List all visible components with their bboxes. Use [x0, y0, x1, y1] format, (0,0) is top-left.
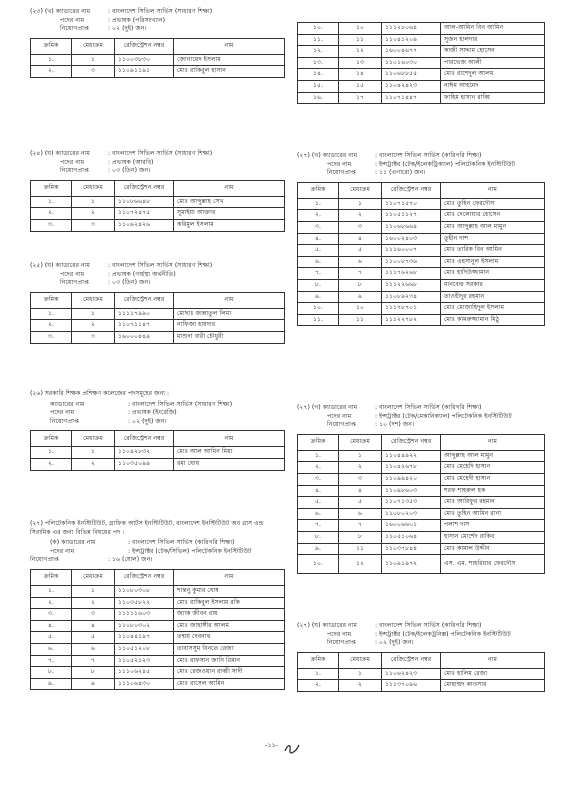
table-row: ৩. ৩ ১১১১১৬০৩ জ্যাক জীবন রায়: [31, 609, 285, 621]
table-row: ২. ২ ১১০৫১১২৭ মোঃ দেলোয়ার হোসেন: [298, 210, 545, 222]
table-row: ১. ১ ১১০৭১৫৭০ মোঃ তুহিন ফেরদৌস: [298, 198, 545, 210]
post-label: পদের নাম: [60, 16, 85, 24]
table-row: ৭. ৭ ১৬০০৬৬০১ পলাশ দাস: [298, 520, 545, 532]
table-row: ১৪. ১৪ ১১০৬৮৮৫৫ মোঃ রাশেদুল আলম: [298, 69, 545, 81]
section-27-kha: (২৭) (খ) ক্যাডারের নাম : বাংলাদেশ সিভিল সার্ভিস (কারিগরি শিক্ষা) পদের নাম : ইন্সট্রাক্টর (টেক/ইলেকট্রিক্যাল) পলিটেকনিক ইনস্টিটিউট নিয়োগপ্রাপ্ত : ১১ (এগারো) জন। ক্রমিক মেধাক্রম রেজিস্ট্রেশন নম্বর নাম ১. ১ ১১০৭১৫৭০ মোঃ তুহিন ফেরদৌস ২. ২ ১১০৫১১২৭ মোঃ দেলোয়ার হোসেন ৩. ৩ ১১০৬৮৬৬৪ মোঃ আব্দুল্লাহ আল মামুন ৪. ৪ ১৬০০২৪০৩ তুহীন দাশ ৫. ৫ ১১১৬০০০৭ মোঃ তারিক বিন আমিন ৬. ৬ ১১০০৮৭৩৬ মোঃ এহসানুল ইসলাম ৭. ৭ ১১১৭৬২৬৮ মোঃ হাদিউজ্জামান ৮. ৮ ১১১২২৬৬৮ মানবেন্দ্র সরকার ৯. ৯ ১১০৮৯২৩৪ তাওহীদুর রহমান ১০. ১০ ১১১৭৮৭০১ মোঃ মোজাহিদুল ইসলাম ১১. ১১ ১১১২২৭৮২ মোঃ কামরুজ্জামান মিঠু: [297, 152, 545, 326]
candidate-table: ক্রমিক মেধাক্রম রেজিস্ট্রেশন নম্বর নাম ১. ১ ১১১১৭৯৯০ মোছাঃ জান্নাতুল লিমা ২. ২ ১১০৭১১৪৭ নাফিজা হায়দার ৩. ৩ ১৬০০০৪৪৯ মাশুদা বারী চৌধুরী: [30, 292, 285, 344]
table-row: ৭. ৭ ১১০৫২১২৩ মোঃ রাফসান জানি রিমান: [31, 655, 285, 667]
table-row: ১০. ১২ ১১০৯১৯৭২ এস. এম. শাহরিয়ার ফেরদৌস: [298, 555, 545, 574]
section-27-ga: (২৭) (গ) ক্যাডারের নাম : বাংলাদেশ সিভিল সার্ভিস (কারিগরি শিক্ষা) পদের নাম : ইন্সট্রাক্টর (টেক/মেকানিক্যাল) পলিটেকনিক ইনস্টিটিউট নিয়োগপ্রাপ্ত : ১০ (দশ) জন। ক্রমিক মেধাক্রম রেজিস্ট্রেশন নম্বর নাম ১. ১ ১১০৪৪৯২২ আব্দুল্লাহ আল মামুন ২. ২ ১১০৪২৬৭৮ মোঃ মেহেদি হাসান ৩. ৩ ১১০৯৯৪২০ মোঃ মেহেদী হাসান ৪. ৪ ১১০৯৮৬০৩ শরফ শাহরুল হক ৫. ৫ ১১০৭১৩৫৩ মোঃ আরিফুর রহমান ৬. ৬ ১১০৮০২০৩ মোঃ তুহিন আমিন রানা ৭. ৭ ১৬০০৬৬০১ পলাশ দাস ৮. ৮ ১১০৫১০৬৪ হাসান মোর্শেদ রাকিব ৯. ১১ ১১০৩৭৮৪৪ মোঃ কামাল উদ্দীন ১০. ১২ ১১০৯১৯৭২ এস. এম. শাহরিয়ার ফেরদৌস: [297, 404, 545, 574]
table-row: ১. ১ ১১১১৭৯৯০ মোছাঃ জান্নাতুল লিমা: [31, 308, 285, 320]
table-row: ২. ২ ১১১৩৭০৯৬ মোহাম্মদ কাওসার: [298, 680, 545, 692]
table-row: ৩. ৩ ১১০৯৯৪২০ মোঃ মেহেদী হাসান: [298, 473, 545, 485]
section-27-gha: (২৭) (ঘ) ক্যাডারের নাম : বাংলাদেশ সিভিল সার্ভিস (কারিগরি শিক্ষা) পদের নাম : ইন্সট্রাক্টর (টেক/ইলেকট্রনিক্স) পলিটেকনিক ইনস্টিটিউট নিয়োগপ্রাপ্ত : ০২ (দুই) জন। ক্রমিক মেধাক্রম রেজিস্ট্রেশন নম্বর নাম ১. ১ ১১০৬২৪২৩ মোঃ হালিম রেজা ২. ২ ১১১৩৭০৯৬ মোহাম্মদ কাওসার: [297, 622, 545, 692]
section-25-gha: (২৫) (ঘ) ক্যাডারের নাম : বাংলাদেশ সিভিল সার্ভিস (সাধারণ শিক্ষা) পদের নাম : প্রভাষক (গার্হস্থ্য অর্থনীতি) নিয়োগপ্রাপ্ত : ০৩ (তিন) জন। ক্রমিক মেধাক্রম রেজিস্ট্রেশন নম্বর নাম ১. ১ ১১১১৭৯৯০ মোছাঃ জান্নাতুল লিমা ২. ২ ১১০৭১১৪৭ নাফিজা হায়দার ৩. ৩ ১৬০০০৪৪৯ মাশুদা বারী চৌধুরী: [30, 262, 285, 344]
table-row: ৬. ৬ ১১০৮০২০৩ মোঃ তুহিন আমিন রানা: [298, 508, 545, 520]
table-row: ২. ২ ১১০৩৫০৯৯ রমা ঘোষ: [31, 458, 285, 470]
table-row: ১৬. ১৭ ১১০৭১৪৪৭ ফাহিম হাসান রাব্বি: [298, 92, 545, 104]
table-row: ৮. ৮ ১১১০৬২৪৫ মোঃ রেজওয়ান রাব্বী সাদী: [31, 667, 285, 679]
table-row: ৫. ৫ ১১০৪৪১৯৭ তন্ময় দেবনাথ: [31, 632, 285, 644]
table-row: ১০. ১০ ১১১২৮০৬৪ আল-আমিন বিন আমিন: [298, 23, 545, 35]
section-title: (২৬) সরকারি শিক্ষক প্রশিক্ষণ কলেজের পদসমূহের জন্য :: [30, 390, 170, 397]
cadre-value: : বাংলাদেশ সিভিল সার্ভিস (সাধারণ শিক্ষা): [108, 8, 213, 15]
candidate-table: ক্রমিক মেধাক্রম রেজিস্ট্রেশন নম্বর নাম ১. ১ ১১০৪৪৯২২ আব্দুল্লাহ আল মামুন ২. ২ ১১০৪২৬৭৮ মোঃ মেহেদি হাসান ৩. ৩ ১১০৯৯৪২০ মোঃ মেহেদী হাসান ৪. ৪ ১১০৯৮৬০৩ শরফ শাহরুল হক ৫. ৫ ১১০৭১৩৫৩ মোঃ আরিফুর রহমান ৬. ৬ ১১০৮০২০৩ মোঃ তুহিন আমিন রানা ৭. ৭ ১৬০০৬৬০১ পলাশ দাস ৮. ৮ ১১০৫১০৬৪ হাসান মোর্শেদ রাকিব ৯. ১১ ১১০৩৭৮৪৪ মোঃ কামাল উদ্দীন ১০. ১২ ১১০৯১৯৭২ এস. এম. শাহরিয়ার ফেরদৌস: [297, 434, 545, 574]
table-row: ১. ১ ১১০৮৬৬৪৮ মোঃ আব্দুল্লাহ সেখ: [31, 196, 285, 208]
table-row: ২. ২ ১১০৪২৬৭৮ মোঃ মেহেদি হাসান: [298, 462, 545, 474]
section-27-continued: [297, 22, 545, 104]
table-row: ৯. ৯ ১১১০৬৪৩০ মোঃ রাসেল আমিন: [31, 678, 285, 690]
table-row: ৩. ৩ ১১০৬২৪২৬ করিমুল ইসলাম: [31, 219, 285, 231]
table-row: ৪. ৪ ১৬০০২৪০৩ তুহীন দাশ: [298, 233, 545, 245]
recruited-value: : ০২ (দুই) জন।: [108, 25, 147, 33]
page-number: -১১-: [265, 741, 279, 749]
candidate-table: ক্রমিক মেধাক্রম রেজিস্ট্রেশন নম্বর নাম ১. ১ ১১০০৩৮৩০ জোনায়েদ ইসলাম ২. ৩ ১১০৯১১৯১ মোঃ রাকিবুল হাসান: [30, 38, 285, 78]
post-value: : প্রভাষক (পরিসংখ্যান): [108, 16, 166, 24]
candidate-table: ক্রমিক মেধাক্রম রেজিস্ট্রেশন নম্বর নাম ১. ১ ১১০৮০৩০৮ শান্তনু কুমার ঘোষ ২. ২ ১১০৩৫৮২২ মোঃ রাকিবুল ইসলাম রকি ৩. ৩ ১১১১১৬০৩ জ্যাক জীবন রায় ৪. ৪ ১১০৮০৩০২ মোঃ জাহাঙ্গীর আলম ৫. ৫ ১১০৪৪১৯৭ তন্ময় দেবনাথ ৬. ৬ ১১০৫১২০৮ তাবাসসুম বিনতে রেজা ৭. ৭ ১১০৫২১২৩ মোঃ রাফসান জানি রিমান ৮. ৮ ১১১০৬২৪৫ মোঃ রেজওয়ান রাব্বী সাদী ৯. ৯ ১১১০৬৪৩০ মোঃ রাসেল আমিন: [30, 569, 285, 690]
table-row: ৭. ৭ ১১১৭৬২৬৮ মোঃ হাদিউজ্জামান: [298, 268, 545, 280]
section-24-gha: (২৪) (ঘ) ক্যাডারের নাম : বাংলাদেশ সিভিল সার্ভিস (সাধারণ শিক্ষা) পদের নাম : প্রভাষক (আরবি) নিয়োগপ্রাপ্ত : ০৩ (তিন) জন। ক্রমিক মেধাক্রম রেজিস্ট্রেশন নম্বর নাম ১. ১ ১১০৮৬৬৪৮ মোঃ আব্দুল্লাহ সেখ ২. ২ ১১০৭২৪৭৫ সুমাইয়া আক্তার ৩. ৩ ১১০৬২৪২৬ করিমুল ইসলাম: [30, 150, 285, 232]
recruited-label: নিয়োগপ্রাপ্ত: [60, 25, 89, 33]
table-row: ৬. ৬ ১১০৫১২০৮ তাবাসসুম বিনতে রেজা: [31, 643, 285, 655]
table-row: ৯. ১১ ১১০৩৭৮৪৪ মোঃ কামাল উদ্দীন: [298, 543, 545, 555]
table-row: ৫. ৫ ১১১৬০০০৭ মোঃ তারিক বিন আমিন: [298, 245, 545, 257]
table-row: ১২. ১২ ১৬০০৪৬৭৭ কাজী সাদ্দাম হোসেন: [298, 46, 545, 58]
section-26: (২৬) সরকারি শিক্ষক প্রশিক্ষণ কলেজের পদসমূহের জন্য : ক্যাডারের নাম : বাংলাদেশ সিভিল সার্ভিস (সাধারণ শিক্ষা) পদের নাম : প্রভাষক (ইংরেজি) নিয়োগপ্রাপ্ত : ০২ (দুই) জন। ক্রমিক মেধাক্রম রেজিস্ট্রেশন নম্বর নাম ১. ১ ১১০৪২৮৩২ মোঃ আল আমিন মিয়া ২. ২ ১১০৩৫০৯৯ রমা ঘোষ: [30, 388, 285, 471]
section-title: (২৭) পলিটেকনিক ইনস্টিটিউট, গ্রাফিক আর্টস ইনস্টিটিউট, বাংলাদেশ ইনস্টিটিউট অব গ্লাস এন্ড সিরামিক এর জন্য বিভিন্ন বিষয়ের পদ :: [30, 520, 264, 536]
table-row: ১. ১ ১১০৬২৪২৩ মোঃ হালিম রেজা: [298, 668, 545, 680]
table-row: ১৫. ১৫ ১১০৪২৪২৩ নাঈম আহমেদ: [298, 80, 545, 92]
table-row: ১০. ১০ ১১১৭৮৭০১ মোঃ মোজাহিদুল ইসলাম: [298, 303, 545, 315]
table-row: ১. ১ ১১০০৩৮৩০ জোনায়েদ ইসলাম: [31, 54, 285, 66]
section-27: (২৭) পলিটেকনিক ইনস্টিটিউট, গ্রাফিক আর্টস ইনস্টিটিউট, বাংলাদেশ ইনস্টিটিউট অব গ্লাস এন্ড সিরামিক এর জন্য বিভিন্ন বিষয়ের পদ : (ক) ক্যাডারের নাম : বাংলাদেশ সিভিল সার্ভিস (কারিগরি শিক্ষা) পদের নাম : ইন্সট্রাক্টর (টেক/সিভিল) পলিটেকনিক ইনস্টিটিউট নিয়োগপ্রাপ্ত : ১৬ (ষোল) জন। ক্রমিক মেধাক্রম রেজিস্ট্রেশন নম্বর নাম ১. ১ ১১০৮০৩০৮ শান্তনু কুমার ঘোষ ২. ২ ১১০৩৫৮২২ মোঃ রাকিবুল ইসলাম রকি ৩. ৩ ১১১১১৬০৩ জ্যাক জীবন রায় ৪. ৪ ১১০৮০৩০২ মোঃ জাহাঙ্গীর আলম ৫. ৫ ১১০৪৪১৯৭ তন্ময় দেবনাথ ৬. ৬ ১১০৫১২০৮ তাবাসসুম বিনতে রেজা ৭. ৭ ১১০৫২১২৩ মোঃ রাফসান জানি রিমান ৮. ৮ ১১১০৬২৪৫ মোঃ রেজওয়ান রাব্বী সাদী ৯. ৯ ১১১০৬৪৩০ মোঃ রাসেল আমিন: [30, 518, 285, 690]
candidate-table: ক্রমিক মেধাক্রম রেজিস্ট্রেশন নম্বর নাম ১. ১ ১১০৭১৫৭০ মোঃ তুহিন ফেরদৌস ২. ২ ১১০৫১১২৭ মোঃ দেলোয়ার হোসেন ৩. ৩ ১১০৬৮৬৬৪ মোঃ আব্দুল্লাহ আল মামুন ৪. ৪ ১৬০০২৪০৩ তুহীন দাশ ৫. ৫ ১১১৬০০০৭ মোঃ তারিক বিন আমিন ৬. ৬ ১১০০৮৭৩৬ মোঃ এহসানুল ইসলাম ৭. ৭ ১১১৭৬২৬৮ মোঃ হাদিউজ্জামান ৮. ৮ ১১১২২৬৬৮ মানবেন্দ্র সরকার ৯. ৯ ১১০৮৯২৩৪ তাওহীদুর রহমান ১০. ১০ ১১১৭৮৭০১ মোঃ মোজাহিদুল ইসলাম ১১. ১১ ১১১২২৭৮২ মোঃ কামরুজ্জামান মিঠু: [297, 182, 545, 327]
table-row: ১১. ১১ ১১১২২৭৮২ মোঃ কামরুজ্জামান মিঠু: [298, 314, 545, 326]
candidate-table: [297, 22, 545, 104]
table-row: ২. ২ ১১০৭২৪৭৫ সুমাইয়া আক্তার: [31, 208, 285, 220]
table-row: ১. ১ ১১০৮০৩০৮ শান্তনু কুমার ঘোষ: [31, 585, 285, 597]
table-row: ৮. ৮ ১১০৫১০৬৪ হাসান মোর্শেদ রাকিব: [298, 531, 545, 543]
table-row: ৪. ৪ ১১০৯৮৬০৩ শরফ শাহরুল হক: [298, 485, 545, 497]
table-row: ২. ৩ ১১০৯১১৯১ মোঃ রাকিবুল হাসান: [31, 66, 285, 78]
table-row: ৩. ৩ ১৬০০০৪৪৯ মাশুদা বারী চৌধুরী: [31, 331, 285, 343]
table-row: ২. ২ ১১০৭১১৪৭ নাফিজা হায়দার: [31, 320, 285, 332]
table-row: ১. ১ ১১০৪৪৯২২ আব্দুল্লাহ আল মামুন: [298, 450, 545, 462]
signature-mark: [283, 742, 301, 754]
table-row: ৮. ৮ ১১১২২৬৬৮ মানবেন্দ্র সরকার: [298, 279, 545, 291]
table-row: ৪. ৪ ১১০৮০৩০২ মোঃ জাহাঙ্গীর আলম: [31, 620, 285, 632]
candidate-table: ক্রমিক মেধাক্রম রেজিস্ট্রেশন নম্বর নাম ১. ১ ১১০৮৬৬৪৮ মোঃ আব্দুল্লাহ সেখ ২. ২ ১১০৭২৪৭৫ সুমাইয়া আক্তার ৩. ৩ ১১০৬২৪২৬ করিমুল ইসলাম: [30, 180, 285, 232]
table-row: ৯. ৯ ১১০৮৯২৩৪ তাওহীদুর রহমান: [298, 291, 545, 303]
table-row: ১১. ১১ ১১০৪১২০৯ সুজন হালদার: [298, 34, 545, 46]
table-row: ৫. ৫ ১১০৭১৩৫৩ মোঃ আরিফুর রহমান: [298, 497, 545, 509]
table-row: ৬. ৬ ১১০০৮৭৩৬ মোঃ এহসানুল ইসলাম: [298, 256, 545, 268]
cadre-label: (২৩) (খ) ক্যাডারের নাম: [30, 8, 91, 15]
candidate-table: ক্রমিক মেধাক্রম রেজিস্ট্রেশন নম্বর নাম ১. ১ ১১০৬২৪২৩ মোঃ হালিম রেজা ২. ২ ১১১৩৭০৯৬ মোহাম্মদ কাওসার: [297, 652, 545, 692]
table-row: ১. ১ ১১০৪২৮৩২ মোঃ আল আমিন মিয়া: [31, 447, 285, 459]
table-row: ১৩. ১৩ ১১০১৬০৩০ পারভেজ আলী: [298, 57, 545, 69]
table-row: ৩. ৩ ১১০৬৮৬৬৪ মোঃ আব্দুল্লাহ আল মামুন: [298, 221, 545, 233]
table-row: ২. ২ ১১০৩৫৮২২ মোঃ রাকিবুল ইসলাম রকি: [31, 597, 285, 609]
section-23-kha: [30, 8, 285, 78]
candidate-table: ক্রমিক মেধাক্রম রেজিস্ট্রেশন নম্বর নাম ১. ১ ১১০৪২৮৩২ মোঃ আল আমিন মিয়া ২. ২ ১১০৩৫০৯৯ রমা ঘোষ: [30, 430, 285, 470]
